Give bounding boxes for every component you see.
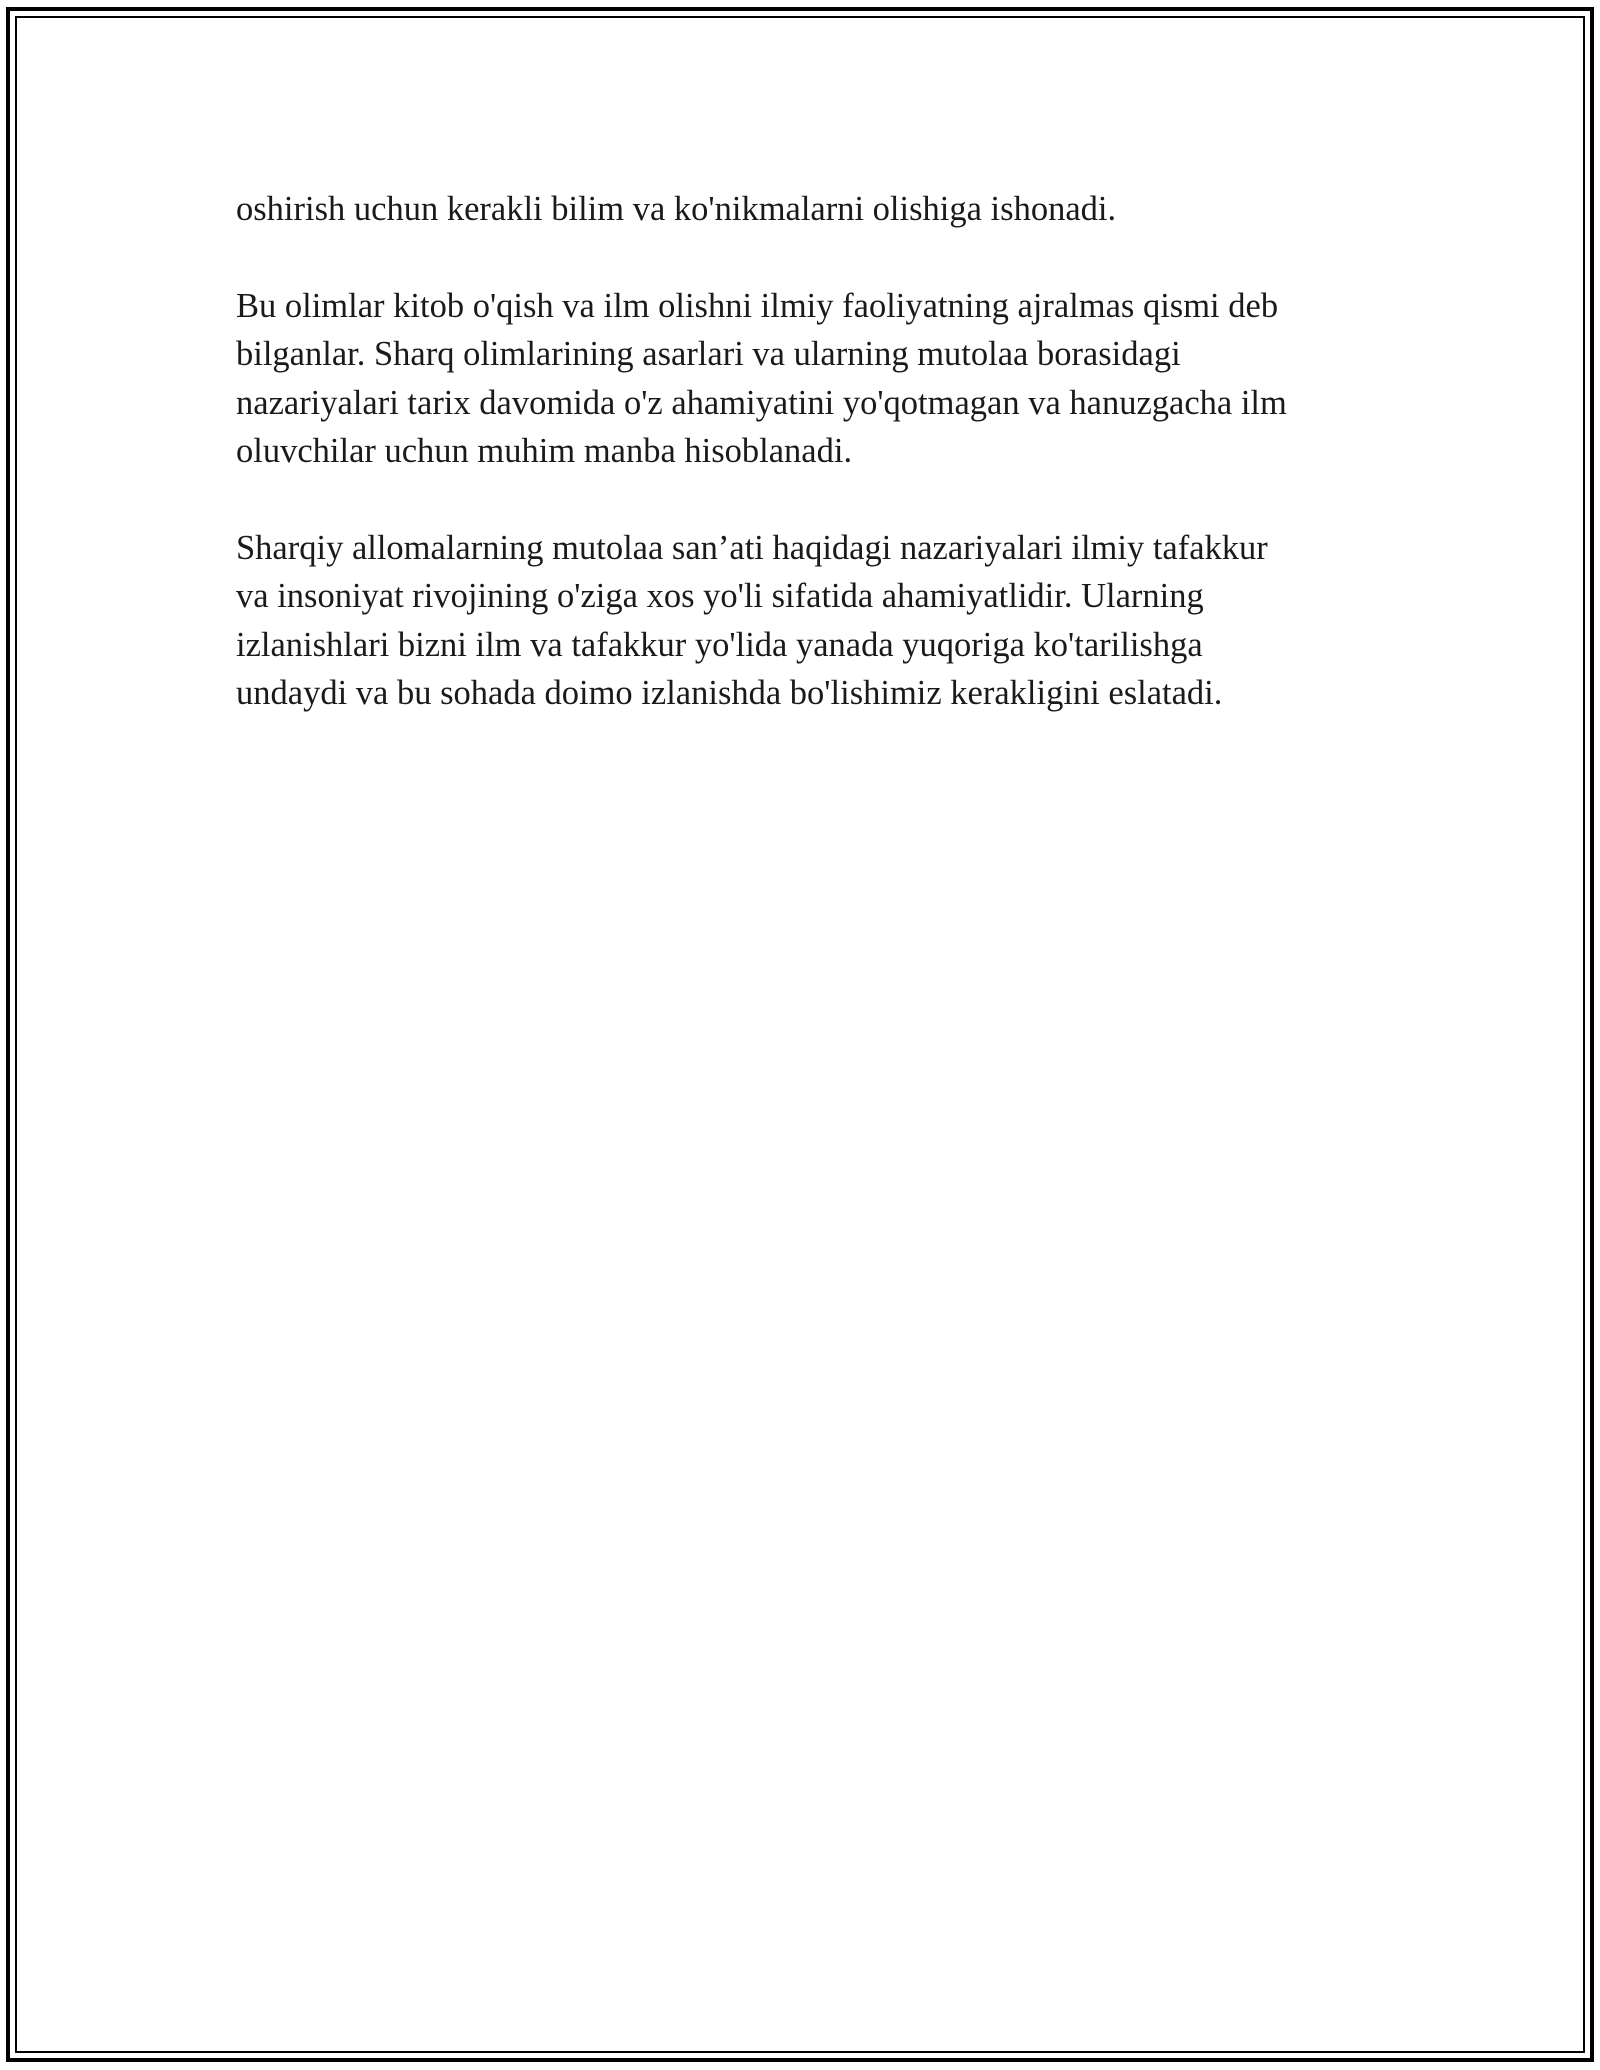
text-line: Bu olimlar kitob o'qish va ilm olishni ilmiy faoliyatning ajralmas qismi deb: [236, 286, 1279, 325]
text-line: izlanishlari bizni ilm va tafakkur yo'lida yanada yuqoriga ko'tarilishga: [236, 625, 1203, 664]
text-line: oluvchilar uchun muhim manba hisoblanadi.: [236, 432, 853, 471]
document-body: [236, 185, 1376, 766]
paragraph-2: [236, 282, 1376, 476]
text-line: oshirish uchun kerakli bilim va ko'nikmalarni olishiga ishonadi.: [236, 190, 1117, 228]
text-line: Sharqiy allomalarning mutolaa san’ati haqidagi nazariyalari ilmiy tafakkur: [236, 528, 1268, 567]
text-line: undaydi va bu sohada doimo izlanishda bo'lishimiz kerakligini eslatadi.: [236, 674, 1223, 713]
text-line: bilganlar. Sharq olimlarining asarlari va ularning mutolaa borasidagi: [236, 335, 1181, 374]
text-line: nazariyalari tarix davomida o'z ahamiyatini yo'qotmagan va hanuzgacha ilm: [236, 383, 1287, 422]
text-line: va insoniyat rivojining o'ziga xos yo'li sifatida ahamiyatlidir. Ularning: [236, 577, 1204, 616]
paragraph-3: [236, 524, 1376, 718]
paragraph-1: [236, 185, 1376, 233]
